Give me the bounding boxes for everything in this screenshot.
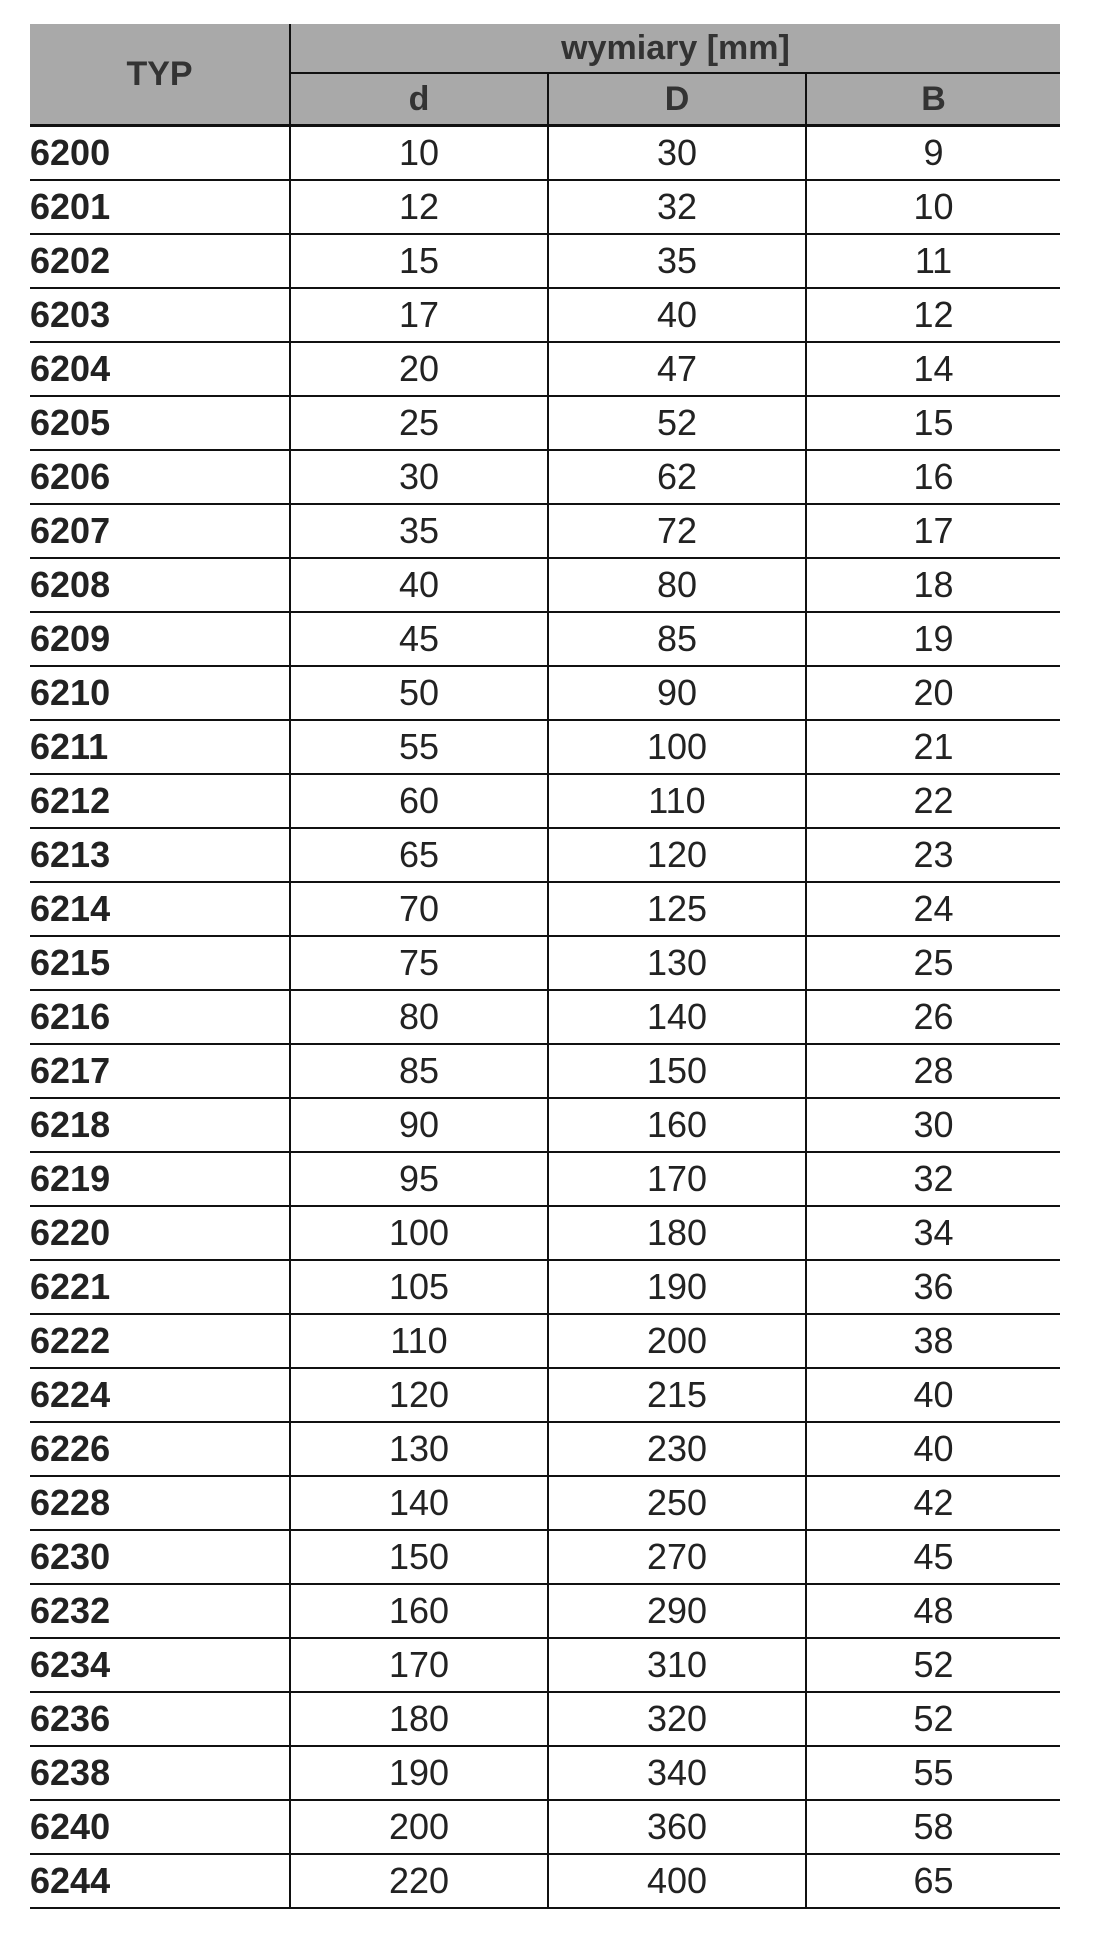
table-row <box>30 1260 1060 1314</box>
table-row <box>30 1098 1060 1152</box>
cell-D: 120 <box>548 828 806 882</box>
table-row <box>30 504 1060 558</box>
cell-D: 290 <box>548 1584 806 1638</box>
cell-B: 14 <box>806 342 1060 396</box>
table-row <box>30 1746 1060 1800</box>
cell-typ: 6234 <box>30 1638 290 1692</box>
cell-typ: 6215 <box>30 936 290 990</box>
cell-B: 23 <box>806 828 1060 882</box>
cell-B: 9 <box>806 126 1060 181</box>
table-row <box>30 882 1060 936</box>
cell-D: 40 <box>548 288 806 342</box>
header-row-top <box>30 24 1060 73</box>
table-row <box>30 1368 1060 1422</box>
cell-d: 80 <box>290 990 548 1044</box>
cell-D: 140 <box>548 990 806 1044</box>
cell-typ: 6222 <box>30 1314 290 1368</box>
cell-D: 250 <box>548 1476 806 1530</box>
table-row <box>30 1152 1060 1206</box>
cell-d: 95 <box>290 1152 548 1206</box>
cell-B: 25 <box>806 936 1060 990</box>
cell-typ: 6220 <box>30 1206 290 1260</box>
table-row <box>30 828 1060 882</box>
cell-d: 50 <box>290 666 548 720</box>
table-row <box>30 1476 1060 1530</box>
cell-D: 340 <box>548 1746 806 1800</box>
cell-D: 35 <box>548 234 806 288</box>
cell-d: 65 <box>290 828 548 882</box>
table-row <box>30 558 1060 612</box>
cell-typ: 6230 <box>30 1530 290 1584</box>
cell-typ: 6204 <box>30 342 290 396</box>
table-row <box>30 342 1060 396</box>
cell-d: 45 <box>290 612 548 666</box>
cell-typ: 6201 <box>30 180 290 234</box>
cell-d: 35 <box>290 504 548 558</box>
table-row <box>30 1800 1060 1854</box>
table-row <box>30 1584 1060 1638</box>
cell-D: 200 <box>548 1314 806 1368</box>
cell-B: 40 <box>806 1422 1060 1476</box>
cell-B: 40 <box>806 1368 1060 1422</box>
cell-d: 190 <box>290 1746 548 1800</box>
cell-B: 20 <box>806 666 1060 720</box>
cell-d: 60 <box>290 774 548 828</box>
cell-d: 12 <box>290 180 548 234</box>
cell-typ: 6207 <box>30 504 290 558</box>
cell-D: 85 <box>548 612 806 666</box>
cell-B: 52 <box>806 1692 1060 1746</box>
cell-D: 80 <box>548 558 806 612</box>
cell-d: 25 <box>290 396 548 450</box>
table-row <box>30 126 1060 181</box>
header-D: D <box>548 73 806 126</box>
cell-B: 28 <box>806 1044 1060 1098</box>
header-B: B <box>806 73 1060 126</box>
table-row <box>30 180 1060 234</box>
table-row <box>30 1854 1060 1908</box>
table-body <box>30 126 1060 1909</box>
cell-B: 55 <box>806 1746 1060 1800</box>
cell-D: 320 <box>548 1692 806 1746</box>
cell-D: 47 <box>548 342 806 396</box>
cell-typ: 6218 <box>30 1098 290 1152</box>
cell-typ: 6205 <box>30 396 290 450</box>
cell-d: 150 <box>290 1530 548 1584</box>
bearing-dimensions-table-container <box>30 24 1060 1909</box>
table-row <box>30 396 1060 450</box>
cell-d: 55 <box>290 720 548 774</box>
table-row <box>30 990 1060 1044</box>
cell-B: 32 <box>806 1152 1060 1206</box>
cell-D: 160 <box>548 1098 806 1152</box>
cell-d: 105 <box>290 1260 548 1314</box>
cell-d: 110 <box>290 1314 548 1368</box>
cell-d: 70 <box>290 882 548 936</box>
cell-D: 72 <box>548 504 806 558</box>
cell-d: 75 <box>290 936 548 990</box>
cell-d: 130 <box>290 1422 548 1476</box>
cell-D: 215 <box>548 1368 806 1422</box>
cell-D: 170 <box>548 1152 806 1206</box>
cell-D: 190 <box>548 1260 806 1314</box>
cell-B: 17 <box>806 504 1060 558</box>
cell-typ: 6206 <box>30 450 290 504</box>
cell-typ: 6244 <box>30 1854 290 1908</box>
cell-D: 52 <box>548 396 806 450</box>
cell-typ: 6216 <box>30 990 290 1044</box>
cell-B: 12 <box>806 288 1060 342</box>
cell-B: 52 <box>806 1638 1060 1692</box>
cell-typ: 6203 <box>30 288 290 342</box>
table-row <box>30 720 1060 774</box>
table-row <box>30 1692 1060 1746</box>
cell-B: 30 <box>806 1098 1060 1152</box>
table-row <box>30 450 1060 504</box>
cell-B: 11 <box>806 234 1060 288</box>
cell-typ: 6211 <box>30 720 290 774</box>
cell-typ: 6217 <box>30 1044 290 1098</box>
cell-d: 40 <box>290 558 548 612</box>
table-row <box>30 1422 1060 1476</box>
cell-d: 170 <box>290 1638 548 1692</box>
table-row <box>30 1638 1060 1692</box>
cell-B: 38 <box>806 1314 1060 1368</box>
cell-typ: 6209 <box>30 612 290 666</box>
cell-d: 90 <box>290 1098 548 1152</box>
cell-d: 140 <box>290 1476 548 1530</box>
cell-D: 180 <box>548 1206 806 1260</box>
header-dimensions-group: wymiary [mm] <box>290 24 1060 73</box>
cell-D: 62 <box>548 450 806 504</box>
cell-typ: 6228 <box>30 1476 290 1530</box>
cell-B: 65 <box>806 1854 1060 1908</box>
cell-B: 22 <box>806 774 1060 828</box>
cell-typ: 6232 <box>30 1584 290 1638</box>
table-row <box>30 774 1060 828</box>
cell-D: 270 <box>548 1530 806 1584</box>
cell-D: 110 <box>548 774 806 828</box>
cell-d: 30 <box>290 450 548 504</box>
cell-typ: 6213 <box>30 828 290 882</box>
cell-d: 220 <box>290 1854 548 1908</box>
cell-B: 42 <box>806 1476 1060 1530</box>
cell-typ: 6200 <box>30 126 290 181</box>
cell-B: 16 <box>806 450 1060 504</box>
cell-D: 125 <box>548 882 806 936</box>
cell-B: 45 <box>806 1530 1060 1584</box>
cell-d: 17 <box>290 288 548 342</box>
table-header <box>30 24 1060 126</box>
cell-d: 120 <box>290 1368 548 1422</box>
cell-typ: 6212 <box>30 774 290 828</box>
cell-d: 180 <box>290 1692 548 1746</box>
cell-typ: 6210 <box>30 666 290 720</box>
cell-B: 58 <box>806 1800 1060 1854</box>
table-row <box>30 936 1060 990</box>
table-row <box>30 666 1060 720</box>
cell-D: 400 <box>548 1854 806 1908</box>
cell-d: 200 <box>290 1800 548 1854</box>
cell-B: 21 <box>806 720 1060 774</box>
cell-d: 100 <box>290 1206 548 1260</box>
cell-typ: 6226 <box>30 1422 290 1476</box>
cell-B: 10 <box>806 180 1060 234</box>
cell-D: 130 <box>548 936 806 990</box>
cell-D: 230 <box>548 1422 806 1476</box>
cell-typ: 6214 <box>30 882 290 936</box>
cell-D: 30 <box>548 126 806 181</box>
cell-B: 26 <box>806 990 1060 1044</box>
table-row <box>30 1044 1060 1098</box>
cell-B: 19 <box>806 612 1060 666</box>
cell-d: 10 <box>290 126 548 181</box>
cell-typ: 6236 <box>30 1692 290 1746</box>
table-row <box>30 234 1060 288</box>
cell-D: 32 <box>548 180 806 234</box>
cell-d: 160 <box>290 1584 548 1638</box>
cell-typ: 6202 <box>30 234 290 288</box>
cell-B: 15 <box>806 396 1060 450</box>
header-d: d <box>290 73 548 126</box>
cell-D: 360 <box>548 1800 806 1854</box>
table-row <box>30 1530 1060 1584</box>
cell-B: 36 <box>806 1260 1060 1314</box>
cell-d: 15 <box>290 234 548 288</box>
header-typ: TYP <box>30 24 290 126</box>
cell-B: 18 <box>806 558 1060 612</box>
cell-typ: 6221 <box>30 1260 290 1314</box>
cell-D: 150 <box>548 1044 806 1098</box>
cell-typ: 6238 <box>30 1746 290 1800</box>
cell-typ: 6240 <box>30 1800 290 1854</box>
table-row <box>30 612 1060 666</box>
cell-typ: 6219 <box>30 1152 290 1206</box>
table-row <box>30 1314 1060 1368</box>
cell-typ: 6224 <box>30 1368 290 1422</box>
table-row <box>30 288 1060 342</box>
cell-B: 24 <box>806 882 1060 936</box>
cell-typ: 6208 <box>30 558 290 612</box>
cell-B: 48 <box>806 1584 1060 1638</box>
table-row <box>30 1206 1060 1260</box>
cell-D: 90 <box>548 666 806 720</box>
cell-d: 20 <box>290 342 548 396</box>
cell-B: 34 <box>806 1206 1060 1260</box>
bearing-dimensions-table <box>30 24 1060 1909</box>
cell-D: 310 <box>548 1638 806 1692</box>
cell-D: 100 <box>548 720 806 774</box>
cell-d: 85 <box>290 1044 548 1098</box>
